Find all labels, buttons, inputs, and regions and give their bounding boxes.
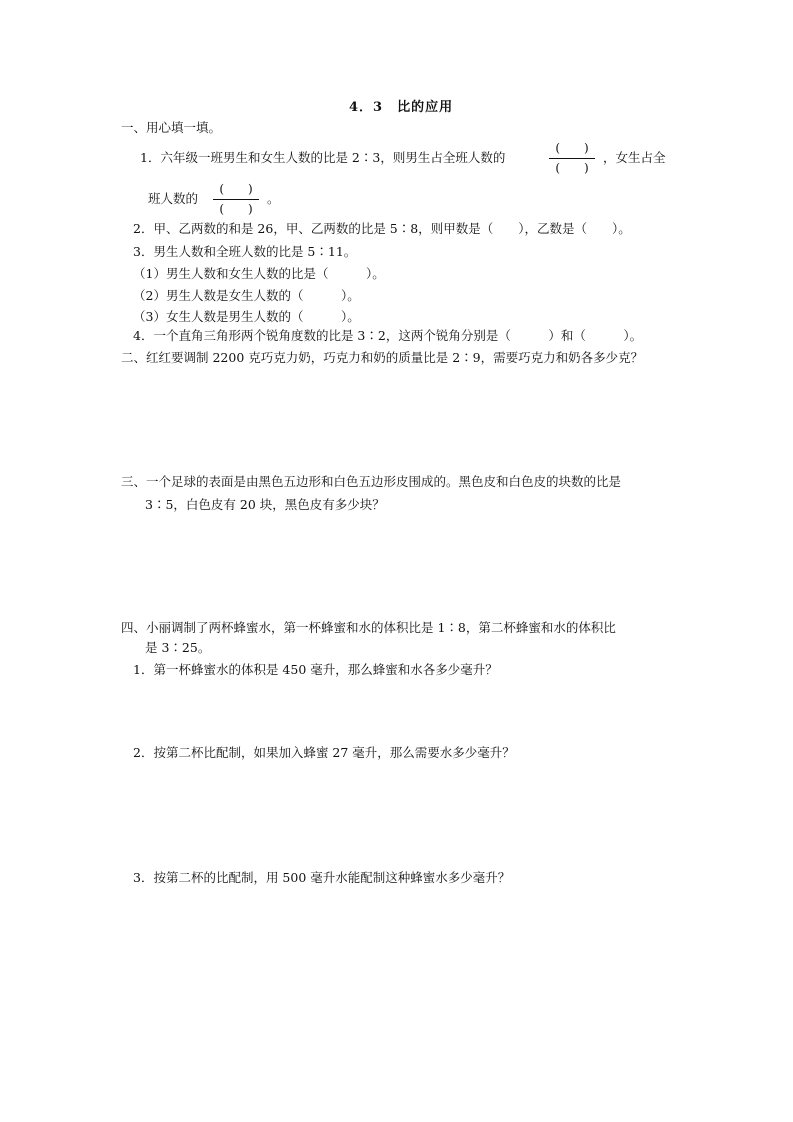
fraction-blank-1[interactable] (549, 141, 595, 177)
section4-q3: 3．按第二杯的比配制，用 500 毫升水能配制这种蜂蜜水多少毫升？ (133, 870, 511, 885)
q1-text-c: 班人数的 (148, 191, 199, 206)
fraction-bar (213, 199, 259, 200)
fraction-denominator: ( ) (219, 202, 253, 216)
fraction-bar (549, 158, 595, 159)
page-title: 4．3 比的应用 (349, 100, 454, 115)
q4-text: 4．一个直角三角形两个锐角度数的比是 3∶2，这两个锐角分别是（ ）和（ ）。 (133, 328, 643, 343)
section4-line1: 四、小丽调制了两杯蜂蜜水，第一杯蜂蜜和水的体积比是 1∶8，第二杯蜂蜜和水的体积比 (121, 620, 616, 635)
q3-text: 3．男生人数和全班人数的比是 5∶11。 (133, 244, 357, 259)
fraction-denominator: ( ) (555, 161, 589, 175)
q3-sub2: （2）男生人数是女生人数的（ ）。 (133, 288, 360, 303)
q1-text-b: ，女生占全 (603, 150, 666, 165)
q2-text: 2．甲、乙两数的和是 26，甲、乙两数的比是 5∶8，则甲数是（ ），乙数是（ ）。 (133, 221, 631, 236)
fraction-blank-2[interactable] (213, 182, 259, 218)
q1-end: 。 (267, 191, 280, 206)
fraction-numerator: ( ) (219, 182, 253, 196)
section3-line1: 三、一个足球的表面是由黑色五边形和白色五边形皮围成的。黑色皮和白色皮的块数的比是 (121, 474, 622, 489)
q1-text-a: 1．六年级一班男生和女生人数的比是 2∶3，则男生占全班人数的 (140, 150, 506, 165)
section2-text: 二、红红要调制 2200 克巧克力奶，巧克力和奶的质量比是 2∶9，需要巧克力和奶各多少克？ (121, 350, 644, 365)
section1-heading: 一、用心填一填。 (121, 120, 222, 135)
section4-line2: 是 3∶25。 (145, 640, 211, 655)
q3-sub3: （3）女生人数是男生人数的（ ）。 (133, 309, 360, 324)
section3-line2: 3∶5，白色皮有 20 块，黑色皮有多少块？ (145, 497, 385, 512)
section4-q2: 2．按第二杯比配制，如果加入蜂蜜 27 毫升，那么需要水多少毫升？ (133, 745, 515, 760)
fraction-numerator: ( ) (555, 141, 589, 155)
section4-q1: 1．第一杯蜂蜜水的体积是 450 毫升，那么蜂蜜和水各多少毫升？ (133, 662, 498, 677)
q3-sub1: （1）男生人数和女生人数的比是（ ）。 (133, 266, 385, 281)
